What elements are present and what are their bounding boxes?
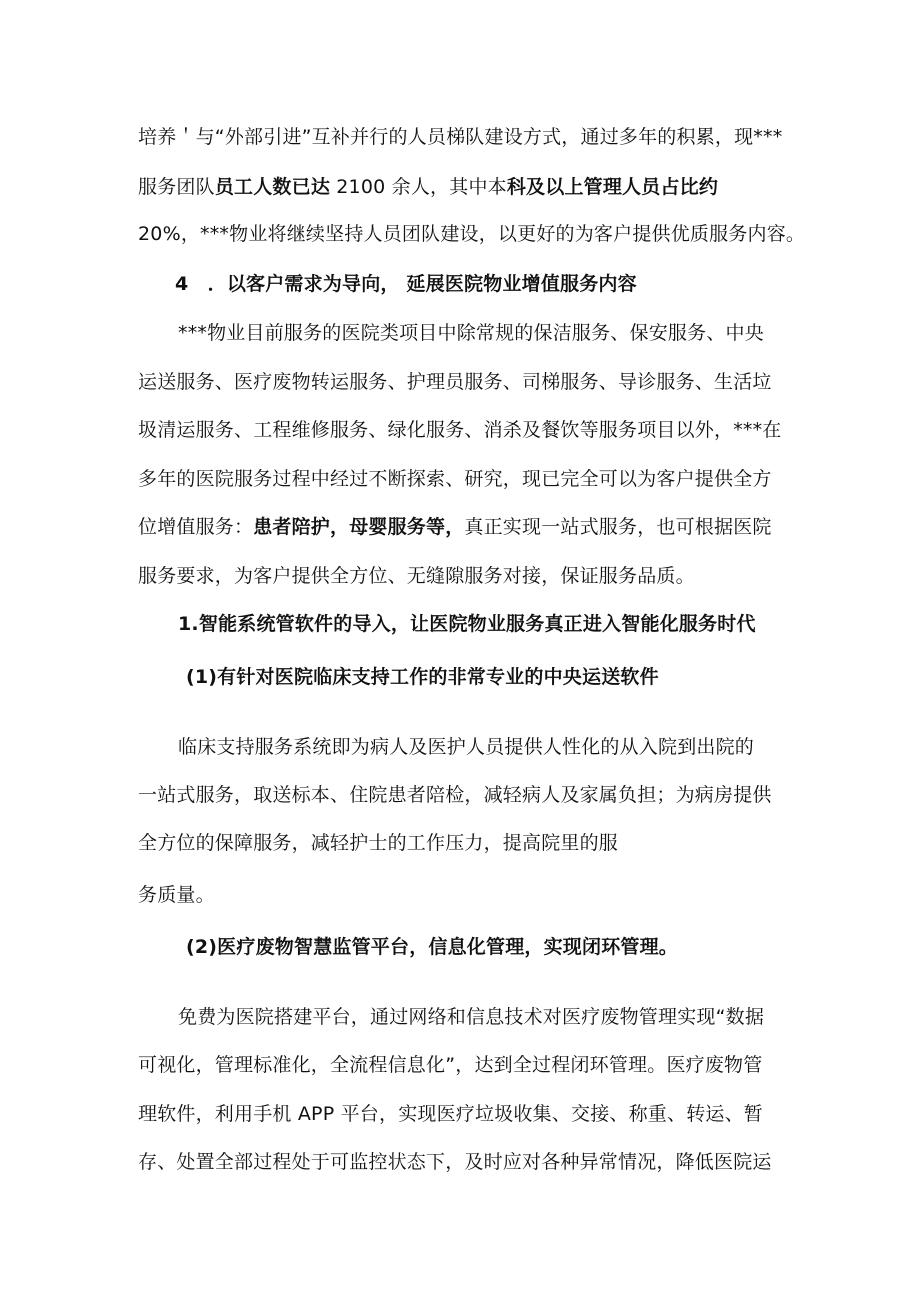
paragraph-1-line-3: 20%，***物业将继续坚持人员团队建设，以更好的为客户提供优质服务内容。	[138, 223, 806, 245]
text-run: 真正实现一站式服务，也可根据医院	[464, 516, 772, 538]
paragraph-4-line-1: 免费为医院搭建平台，通过网络和信息技术对医疗废物管理实现“数据	[178, 1006, 765, 1028]
text-run: 服务团队	[138, 176, 215, 198]
paragraph-4-line-2: 可视化，管理标准化，全流程信息化”，达到全过程闭环管理。医疗废物管	[138, 1054, 763, 1076]
paragraph-3-line-4: 务质量。	[138, 884, 215, 906]
section-heading-4: 4 ．以客户需求为导向， 延展医院物业增值服务内容	[175, 273, 637, 295]
paragraph-2-line-1: ***物业目前服务的医院类项目中除常规的保洁服务、保安服务、中央	[178, 322, 764, 344]
paragraph-2-line-6: 服务要求，为客户提供全方位、无缝隙服务对接，保证服务品质。	[138, 565, 695, 587]
paragraph-3-line-2: 一站式服务，取送标本、住院患者陪检，减轻病人及家属负担；为病房提供	[138, 784, 772, 806]
paragraph-2-line-5	[138, 513, 772, 541]
paragraph-3-line-3: 全方位的保障服务，减轻护士的工作压力，提高院里的服	[138, 832, 619, 854]
paragraph-2-line-4: 多年的医院服务过程中经过不断探索、研究，现已完全可以为客户提供全方	[138, 468, 772, 490]
subsection-heading-2: (2)医疗废物智慧监管平台，信息化管理，实现闭环管理。	[186, 936, 678, 958]
section-heading-1: 1.智能系统管软件的导入，让医院物业服务真正进入智能化服务时代	[178, 613, 756, 635]
bold-text-run: 患者陪护，母婴服务等，	[253, 516, 465, 538]
text-run: 位增值服务：	[138, 516, 254, 538]
paragraph-2-line-2: 运送服务、医疗废物转运服务、护理员服务、司梯服务、导诊服务、生活垃	[138, 371, 772, 393]
paragraph-4-line-3: 理软件，利用手机 APP 平台，实现医疗垃圾收集、交接、称重、转运、暂	[138, 1103, 763, 1125]
paragraph-2-line-3: 圾清运服务、工程维修服务、绿化服务、消杀及餐饮等服务项目以外，***在	[138, 419, 782, 441]
paragraph-1-line-2	[138, 173, 718, 201]
paragraph-3-line-1: 临床支持服务系统即为病人及医护人员提供人性化的从入院到出院的	[178, 736, 755, 758]
paragraph-4-line-4: 存、处置全部过程处于可监控状态下，及时应对各种异常情况，降低医院运	[138, 1151, 772, 1173]
paragraph-1-line-1: 培养＇与“外部引进”互补并行的人员梯队建设方式，通过多年的积累，现***	[138, 126, 783, 148]
bold-text-run: 科及以上管理人员占比约	[506, 176, 719, 198]
subsection-heading-1: (1)有针对医院临床支持工作的非常专业的中央运送软件	[186, 666, 659, 688]
bold-text-run: 员工人数已达	[214, 176, 331, 198]
text-run: 2100 余人，其中本	[330, 176, 507, 198]
